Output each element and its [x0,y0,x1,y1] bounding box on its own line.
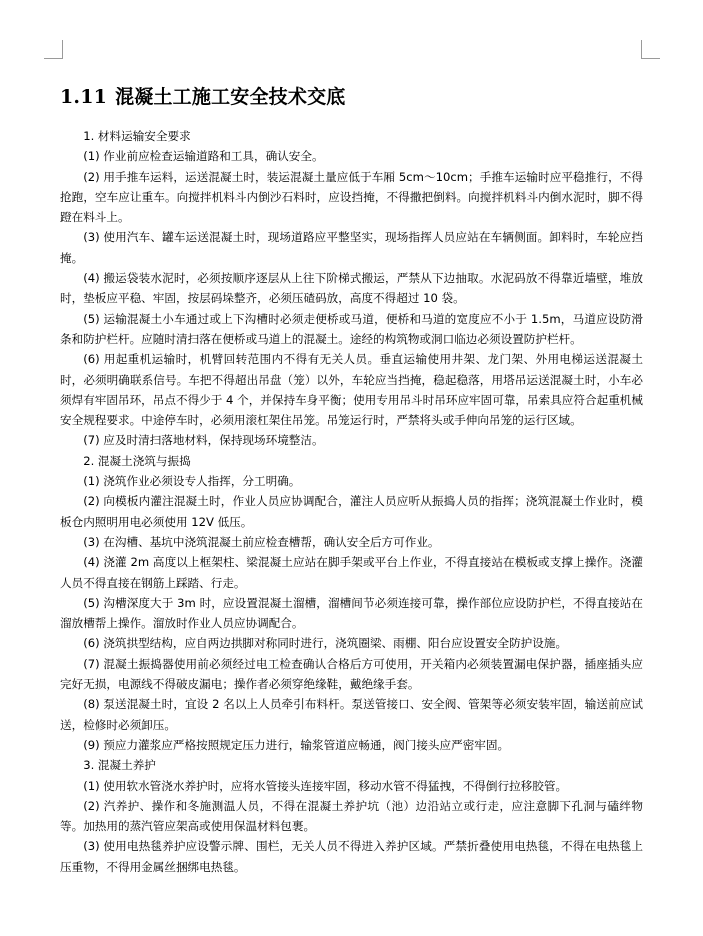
paragraph: (2) 用手推车运料，运送混凝土时，装运混凝土量应低于车厢 5cm～10cm；手推车运输时应平稳推行，不得抢跑，空车应让重车。向搅拌机料斗内倒沙石料时，应设挡掩，不得撒把倒料。向搅拌机料斗内倒水泥时，脚不得蹬在料斗上。 [60,169,643,225]
subsection-heading-curing: 3. 混凝土养护 [83,758,156,773]
paragraph: (7) 混凝土振捣器使用前必须经过电工检查确认合格后方可使用，开关箱内必须装置漏电保护器，插座插头应完好无损，电源线不得破皮漏电；操作者必须穿绝缘鞋，戴绝缘手套。 [60,656,643,692]
paragraph: (9) 预应力灌浆应严格按照规定压力进行，输浆管道应畅通，阀门接头应严密牢固。 [83,737,510,752]
section-number: 1.11 [60,86,108,108]
paragraph: (3) 在沟槽、基坑中浇筑混凝土前应检查槽帮，确认安全后方可作业。 [83,534,440,549]
paragraph: (6) 用起重机运输时，机臂回转范围内不得有无关人员。垂直运输使用井架、龙门架、外用电梯运送混凝土时，必须明确联系信号。车把不得超出吊盘（笼）以外，车轮应当挡掩，稳起稳落，用塔吊运送混凝土时，小车必须焊有牢固吊环，吊点不得少于 4 个，并保持车身平衡；使用专用吊斗时吊环应牢固可靠，吊索具应符合起重机械安全规程要求。中途停车时，必须用滚杠架住吊笼。吊笼运行时，严禁将头或手伸向吊笼的运行区域。 [60,352,643,428]
paragraph: (1) 浇筑作业必须设专人指挥，分工明确。 [83,474,301,489]
paragraph: (2) 向模板内灌注混凝土时，作业人员应协调配合，灌注人员应听从振捣人员的指挥；浇筑混凝土作业时，模板仓内照明用电必须使用 12V 低压。 [60,494,643,529]
paragraph: (2) 汽养护、操作和冬施测温人员，不得在混凝土养护坑（池）边沿站立或行走，应注意脚下孔洞与磕绊物等。加热用的蒸汽管应架高或使用保温材料包裹。 [60,798,643,834]
paragraph: (3) 使用汽车、罐车运送混凝土时，现场道路应平整坚实，现场指挥人员应站在车辆侧面。卸料时，车轮应挡掩。 [60,230,643,265]
paragraph: (5) 运输混凝土小车通过或上下沟槽时必须走便桥或马道，便桥和马道的宽度应不小于 1.5m，马道应设防滑条和防护栏杆。应随时清扫落在便桥或马道上的混凝土。途经的构筑物或洞口临边必须设置防护栏杆。 [60,311,643,346]
paragraph: (7) 应及时清扫落地材料，保持现场环境整洁。 [83,433,324,448]
subsection-heading-materials: 1. 材料运输安全要求 [83,129,191,143]
paragraph: (8) 泵送混凝土时，宜设 2 名以上人员牵引布料杆。泵送管接口、安全阀、管架等必须安装牢固，输送前应试送，检修时必须卸压。 [60,697,643,732]
section-heading [60,82,345,109]
paragraph: (5) 沟槽深度大于 3m 时，应设置混凝土溜槽，溜槽间节必须连接可靠，操作部位应设防护栏，不得直接站在溜放槽帮上操作。溜放时作业人员应协调配合。 [60,595,643,631]
paragraph: (4) 搬运袋装水泥时，必须按顺序逐层从上往下阶梯式搬运，严禁从下边抽取。水泥码放不得靠近墙壁，堆放时，垫板应平稳、牢固，按层码垛整齐，必须压碴码放，高度不得超过 10 袋。 [60,271,643,306]
paragraph: (3) 使用电热毯养护应设警示牌、围栏，无关人员不得进入养护区域。严禁折叠使用电热毯，不得在电热毯上压重物，不得用金属丝捆绑电热毯。 [60,839,643,874]
section-title: 混凝土工施工安全技术交底 [115,86,346,108]
page-corner-mark-top-left [44,40,63,59]
document-body [60,126,643,877]
page-corner-mark-top-right [641,40,660,59]
paragraph: (1) 作业前应检查运输道路和工具，确认安全。 [83,149,324,164]
paragraph: (4) 浇灌 2m 高度以上框架柱、梁混凝土应站在脚手架或平台上作业，不得直接站在模板或支撑上操作。浇灌人员不得直接在钢筋上踩踏、行走。 [60,555,643,590]
paragraph: (1) 使用软水管浇水养护时，应将水管接头连接牢固，移动水管不得猛拽，不得倒行拉移胶管。 [83,778,568,793]
paragraph: (6) 浇筑拱型结构，应自两边拱脚对称同时进行，浇筑圈梁、雨棚、阳台应设置安全防护设施。 [83,636,568,651]
subsection-heading-pouring: 2. 混凝土浇筑与振捣 [83,453,191,468]
